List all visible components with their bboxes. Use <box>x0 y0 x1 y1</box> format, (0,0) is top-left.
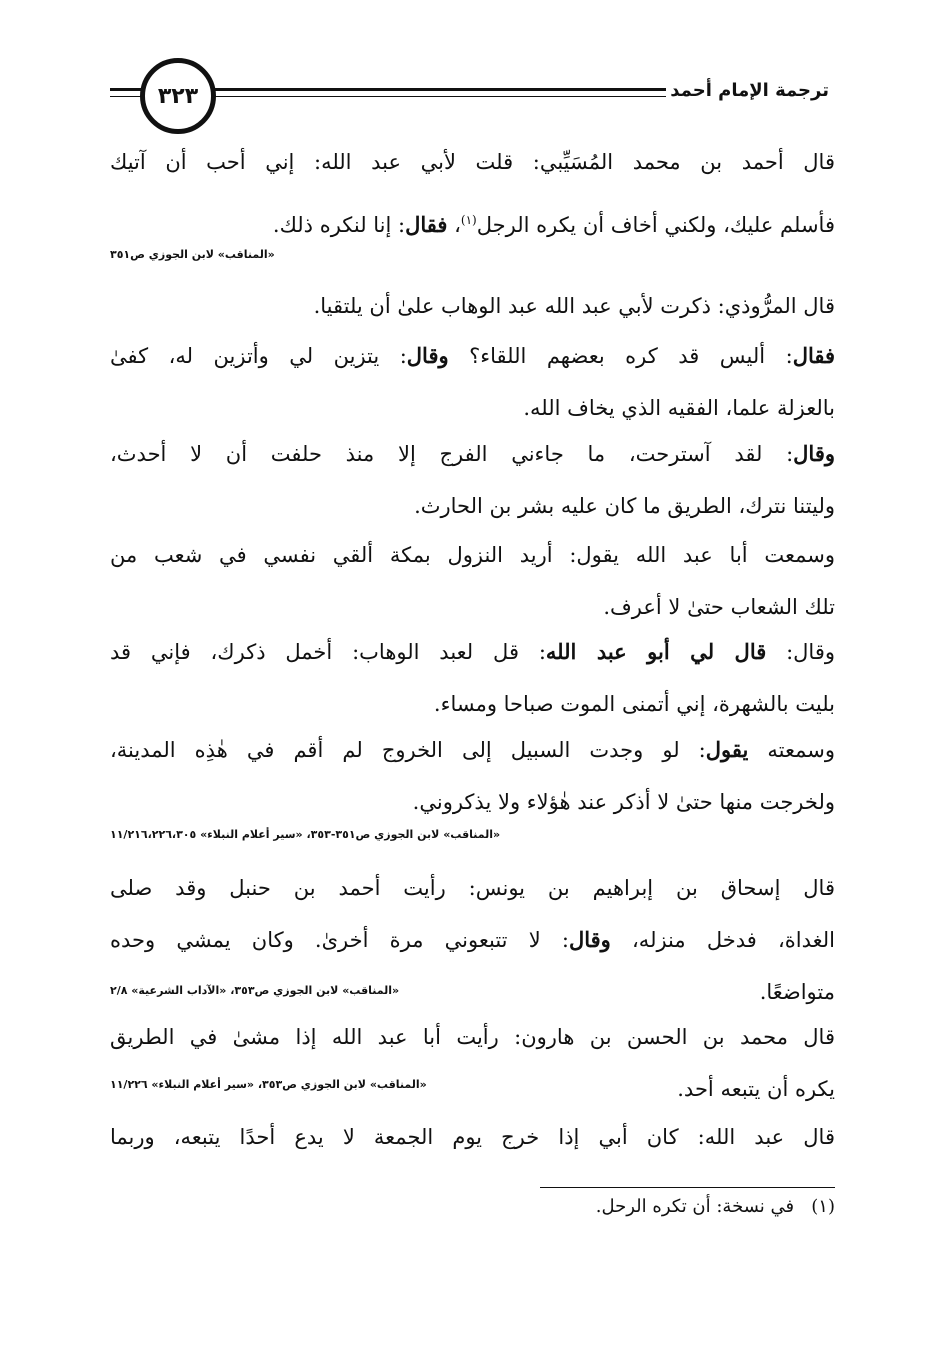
footnote-separator <box>540 1187 835 1188</box>
text-line: قال إسحاق بن إبراهيم بن يونس: رأيت أحمد بن حنبل وقد صلى <box>110 876 835 900</box>
text-line: قال محمد بن الحسن بن هارون: رأيت أبا عبد الله إذا مشىٰ في الطريق <box>110 1025 835 1049</box>
paragraph-6 <box>110 623 835 733</box>
running-head-title: ترجمة الإمام أحمد <box>666 80 833 101</box>
text-line: فقال: أليس قد كره بعضهم اللقاء؟ وقال: يتزين لي وأتزين له، كفىٰ <box>110 343 835 368</box>
footnote <box>596 1196 835 1217</box>
text-line: الغداة، فدخل منزله، وقال: لا تتبعوني مرة أخرىٰ. وكان يمشي وحده <box>110 927 835 952</box>
text-line: وسمعت أبا عبد الله يقول: أريد النزول بمكة ألقي نفسي في شعب من <box>110 543 835 567</box>
paragraph-3 <box>110 327 835 437</box>
text-line: بليت بالشهرة، إني أتمنى الموت صباحا ومساء. <box>433 692 835 716</box>
paragraph-7 <box>110 721 835 831</box>
footnote-marker[interactable]: (١) <box>460 213 477 227</box>
text-line: ولخرجت منها حتىٰ لا أذكر عند هٰؤلاء ولا يذكروني. <box>412 790 835 814</box>
paragraph-4 <box>110 425 835 535</box>
page-number-text: ٣٢٣ <box>157 83 199 109</box>
text-line: وقال: قال لي أبو عبد الله: قل لعبد الوهاب: أخمل ذكرك، فإني قد <box>110 639 835 664</box>
text-line: وليتنا نترك، الطريق ما كان عليه بشر بن الحارث. <box>414 494 835 518</box>
text-line: قال المرُّوذي: ذكرت لأبي عبد الله عبد الوهاب علىٰ أن يلتقيا. <box>313 294 835 318</box>
text-line: وسمعته يقول: لو وجدت السبيل إلى الخروج لم أقم في هٰذِه المدينة، <box>110 737 835 762</box>
paragraph-9 <box>110 1008 835 1118</box>
text-line: قال عبد الله: كان أبي إذا خرج يوم الجمعة لا يدع أحدًا يتبعه، وربما <box>110 1125 835 1149</box>
source-reference: «المناقب» لابن الجوزي ص٣٥٣، «الآداب الشرعية» ٢/٨ <box>110 984 400 997</box>
text-line: يكره أن يتبعه أحد. <box>677 1077 835 1101</box>
text-line: بالعزلة علما، الفقيه الذي يخاف الله. <box>523 396 835 420</box>
footnote-number: (١) <box>811 1196 835 1217</box>
footnote-text: في نسخة: أن تكره الرحل. <box>595 1196 795 1217</box>
source-reference: «المناقب» لابن الجوزي ص٣٥١ <box>110 248 275 261</box>
paragraph-1 <box>110 133 835 249</box>
page-number <box>140 58 216 134</box>
paragraph-10 <box>110 1108 835 1166</box>
paragraph-5 <box>110 526 835 636</box>
text-line: وقال: لقد آسترحت، ما جاءني الفرج إلا منذ حلفت أن لا أحدث، <box>110 441 835 466</box>
text-line: متواضعًا. <box>759 980 835 1004</box>
source-reference: «المناقب» لابن الجوزي ص٣٥١-٣٥٣، «سير أعلام النبلاء» ١١/٢١٦،٢٢٦،٣٠٥ <box>110 828 501 841</box>
source-reference: «المناقب» لابن الجوزي ص٣٥٣، «سير أعلام النبلاء» ١١/٢٢٦ <box>110 1078 427 1091</box>
text-line: فأسلم عليك، ولكني أخاف أن يكره الرجل$^{(١)}$، فقال: إنا لنكره ذلك. <box>272 212 835 237</box>
text-line: تلك الشعاب حتىٰ لا أعرف. <box>603 595 835 619</box>
text-line: قال أحمد بن محمد المُسَيِّبي: قلت لأبي عبد الله: إني أحب أن آتيك <box>110 150 835 174</box>
